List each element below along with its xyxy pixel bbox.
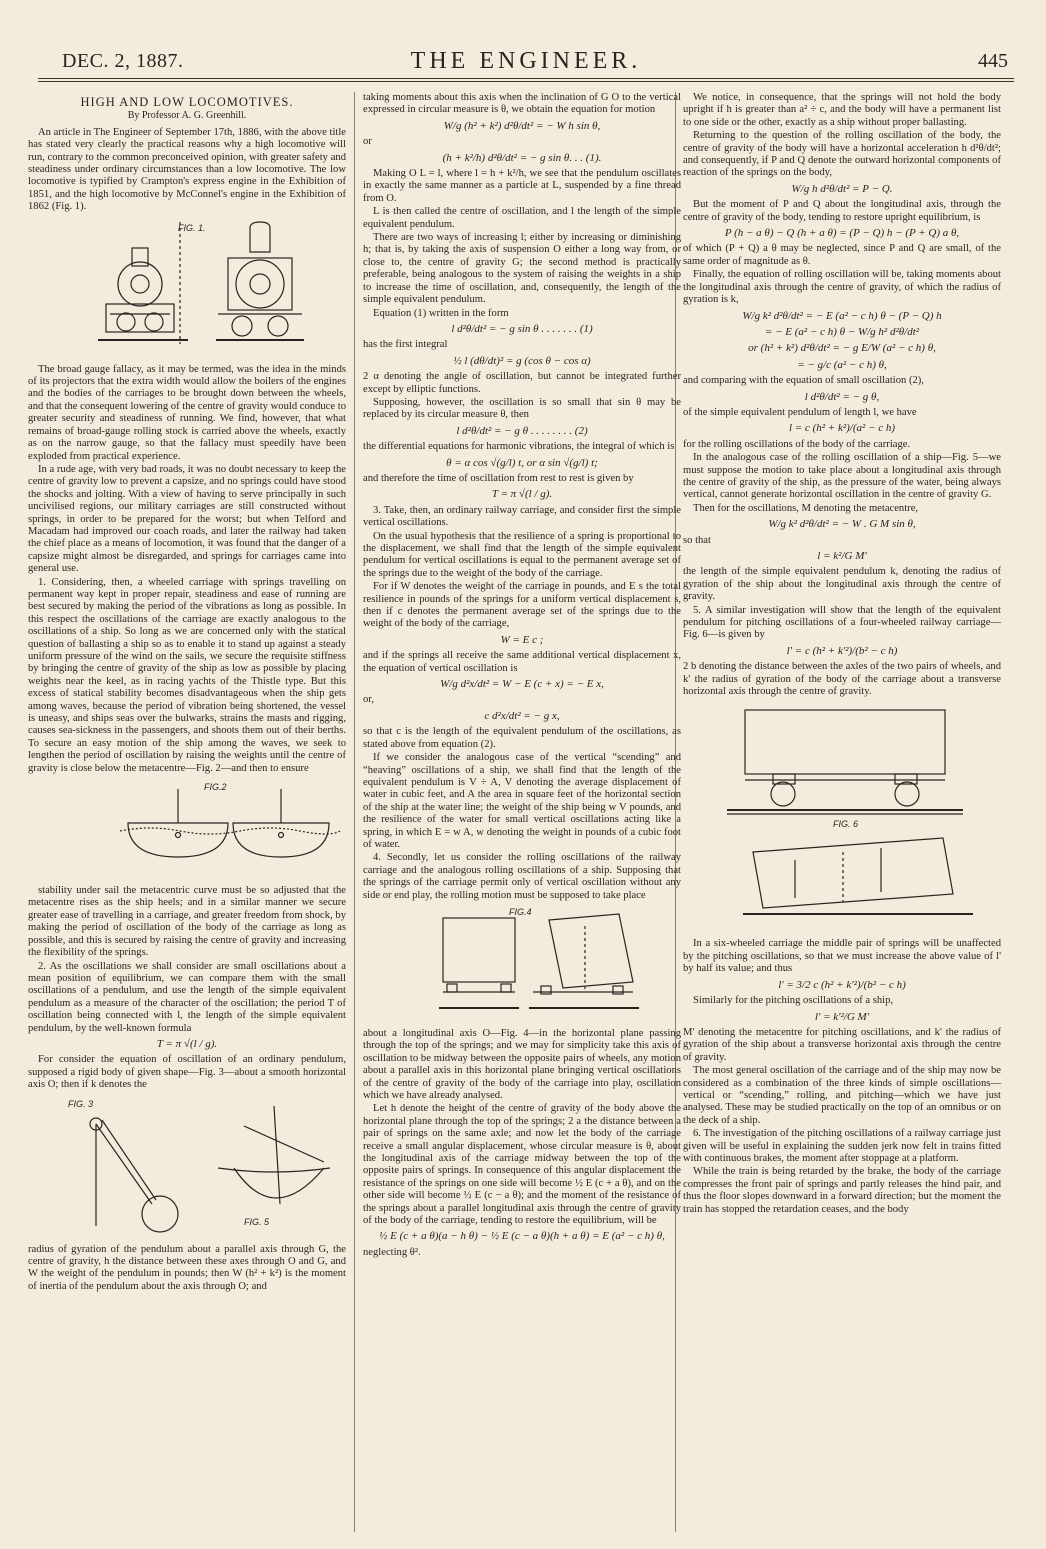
- locomotive-diagram: [28, 218, 346, 358]
- equation: l = k²/G M': [817, 550, 867, 562]
- paragraph: for the rolling oscillations of the body of the carriage.: [683, 438, 911, 450]
- equation: W/g d²x/dt² = W − E (c + x) = − E x,: [440, 678, 604, 691]
- paragraph: M' denoting the metacentre for pitching oscillations, and k' the radius of gyration of the ship about a transverse horizontal axis through the centre of gravity.: [683, 1026, 1001, 1063]
- equation: θ = α cos √(g/l) t, or α sin √(g/l) t;: [446, 456, 598, 469]
- text: or,: [363, 694, 375, 706]
- equation: T = π √(l / g).: [491, 488, 553, 501]
- paragraph: The broad gauge fallacy, as it may be termed, was the idea in the minds of its projectors that the extra width would allow the boilers of the engines and the bodies of the carriages to be brought down between the wheels, and that the consequent lowering of the centre of gravity would conduce to greater security and steadiness of running. We find, however, that what remains of broad-gauge rolling stock is carried above the wheels, exactly as on the narrow gauge, so that the fallacy must speedily have been exploded from practical experience.: [28, 363, 346, 462]
- paragraph: While the train is being retarded by the brake, the body of the carriage compresses the front pair of springs and partly releases the hind pair, and thus the floor slopes downward in a forward direction; but the moment the train has stopped the retardation ceases, and the body: [683, 1166, 1001, 1215]
- equation: W = E c ;: [500, 633, 544, 646]
- paragraph: If we consider the analogous case of the vertical “scending” and “heaving” oscillations of a ship, we shall find that the length of the equivalent pendulum is V ÷ A, V denoting the average displacement of water in cubic feet, and A the area in square feet of the horizontal section of the ship at the water line; the weight of the ship being w V pounds, and the resilience of the water for small vertical oscillations acting like a spring, in which E = w A, w denoting the weight in pounds of a cubic foot of water.: [363, 752, 681, 850]
- paragraph: 2 b denoting the distance between the axles of the two pairs of wheels, and k' the radius of gyration of the body of the carriage about a transverse horizontal axis through the centre of gravity.: [683, 661, 1001, 698]
- figure-4-carriage-section: [363, 906, 681, 1022]
- text: or: [363, 136, 372, 148]
- paragraph: Making O L = l, where l = h + k²/h, we see that the pendulum oscillates in exactly the same manner as a particle at L, suspended by a fine thread from O.: [363, 168, 681, 204]
- paragraph: For consider the equation of oscillation of an ordinary pendulum, supposed a rigid body of given shape—Fig. 3—about a smooth horizontal axis O; then if k denotes the: [28, 1054, 346, 1091]
- equation: T = π √(l / g).: [156, 1037, 218, 1050]
- paragraph: On the usual hypothesis that the resilience of a spring is proportional to the displacement, we shall find that the length of the simple equivalent pendulum for vertical oscillations is equal to the permanent average set of the springs due to the weight of the body of the carriage.: [363, 530, 681, 579]
- figure-label: FIG. 3: [68, 1098, 94, 1109]
- text: so that: [683, 534, 711, 546]
- carriage-section-diagram: [363, 906, 681, 1022]
- equation: l' = 3/2 c (h² + k'²)/(b² − c h): [778, 978, 906, 991]
- paragraph: Returning to the question of the rolling oscillation of the body, the centre of gravity of the body will have a horizontal acceleration h d²θ/dt²; and consequently, if P and Q denote the outward horizontal components of reaction of the springs on the body,: [683, 130, 1001, 179]
- paragraph: In a six-wheeled carriage the middle pair of springs will be unaffected by the pitching oscillations, so that we must increase the above value of l' by half its value; and thus: [683, 938, 1001, 975]
- equation: = − g/c (a² − c h) θ,: [797, 358, 887, 371]
- pendulum-diagram: [28, 1096, 346, 1238]
- ship-diagram: [28, 779, 346, 879]
- paragraph: so that c is the length of the equivalent pendulum of the oscillations, as stated above from equation (2).: [363, 726, 681, 750]
- paragraph: In the analogous case of the rolling oscillation of a ship—Fig. 5—we must suppose the motion to take place about a longitudinal axis through the centre of gravity of the ship, as the pressure of the water, being always vertical, cannot generate horizontal oscillation in the centre of gravity G.: [683, 452, 1001, 501]
- paragraph: 3. Take, then, an ordinary railway carriage, and consider first the simple vertical oscillations.: [363, 504, 681, 529]
- paragraph: of which (P + Q) a θ may be neglected, since P and Q are small, of the same order of magnitude as θ.: [683, 243, 1001, 267]
- column-1: [28, 92, 346, 1294]
- carriage-pitching-diagram: [683, 702, 1001, 932]
- equation: = − E (a² − c h) θ − W/g h² d²θ/dt²: [764, 325, 920, 338]
- equation: l d²θ/dt² = − g sin θ . . . . . . . (1): [451, 322, 593, 335]
- paragraph: taking moments about this axis when the inclination of G O to the vertical expressed in circular measure is θ, we obtain the equation for motion: [363, 92, 681, 116]
- paragraph: the differential equations for harmonic vibrations, the integral of which is: [363, 441, 675, 453]
- paragraph: has the first integral: [363, 339, 448, 351]
- equation: W/g h d²θ/dt² = P − Q.: [791, 182, 893, 195]
- paragraph: There are two ways of increasing l; either by increasing or diminishing h; that is, by taking the axis of suspension O either a long way from, or close to, the centre of gravity G; the second method is practically preferable, being analogous to the system of raising the weights in a ship to increase the time of oscillation, and, consequently, the length of the simple equivalent pendulum.: [363, 232, 681, 306]
- article-byline: By Professor A. G. Greenhill.: [127, 110, 247, 122]
- figure-1-locomotives: [28, 218, 346, 358]
- issue-date: DEC. 2, 1887.: [62, 50, 184, 72]
- column-divider: [354, 92, 355, 1532]
- paragraph: Similarly for the pitching oscillations of a ship,: [693, 995, 894, 1007]
- paragraph: For if W denotes the weight of the carriage in pounds, and E s the total resilience in pounds of the springs for a uniform vertical displacement s, then if c denotes the permanent average set of the springs due to the weight of the body of the carriage,: [363, 581, 681, 630]
- figure-label: FIG. 6: [833, 819, 859, 830]
- equation: l d²θ/dt² = − g θ . . . . . . . . (2): [456, 424, 588, 437]
- paragraph: about a longitudinal axis O—Fig. 4—in the horizontal plane passing through the top of the springs; and we may for simplicity take this axis of oscillation to be midway between the opposite pairs of wheels, any motion about a parallel axis in this horizontal plane bringing vertical oscillations of the centre of gravity of the body of the carriage into play, oscillation which we have already analysed.: [363, 1027, 681, 1101]
- paragraph: and comparing with the equation of small oscillation (2),: [683, 375, 924, 387]
- figure-2-ships: [28, 779, 346, 879]
- paragraph: Equation (1) written in the form: [373, 307, 509, 319]
- paragraph: We notice, in consequence, that the springs will not hold the body upright if h is greater than a² ÷ c, and the body will have a permanent list to one side or the other, exactly as a ship without proper ballasting.: [683, 92, 1001, 128]
- figure-label: FIG.4: [509, 906, 532, 917]
- equation: ½ E (c + a θ)(a − h θ) − ½ E (c − a θ)(h + a θ) = E (a² − c h) θ,: [379, 1230, 665, 1243]
- figure-6-carriage-pitching: [683, 702, 1001, 932]
- paragraph: 2. As the oscillations we shall consider are small oscillations about a mean position of equilibrium, we can compare them with the small oscillations of a pendulum, and use the length of the simple equivalent pendulum as a measure of the character of the oscillation; the period T of oscillation being connected with l, the length of the simple equivalent pendulum, by the well-known formula: [28, 960, 346, 1034]
- equation: ½ l (dθ/dt)² = g (cos θ − cos α): [453, 354, 591, 367]
- paragraph: The most general oscillation of the carriage and of the ship may now be considered as a combination of the three kinds of simple oscillations—vertical or “scending,” rolling, and pitching—which we have just analysed. These may be studied practically on the top of an omnibus or on the deck of a ship.: [683, 1065, 1001, 1126]
- paragraph: Supposing, however, the oscillation is so small that sin θ may be replaced by its circular measure θ, then: [363, 396, 681, 421]
- equation: W/g k² d²θ/dt² = − E (a² − c h) θ − (P − Q) h: [742, 309, 942, 322]
- equation: P (h − a θ) − Q (h + a θ) = (P − Q) h − (P + Q) a θ,: [724, 227, 960, 240]
- equation: l = c (h² + k²)/(a² − c h): [788, 422, 896, 435]
- masthead: THE ENGINEER.: [410, 48, 642, 74]
- paragraph: 2 α denoting the angle of oscillation, but cannot be integrated further except by elliptic functions.: [363, 371, 681, 395]
- paragraph: radius of gyration of the pendulum about a parallel axis through G, the centre of gravity, h the distance between these axes through O and G, and W the weight of the pendulum in pounds; then W (h² + k²) is the moment of inertia of the pendulum about the axis through O; and: [28, 1243, 346, 1292]
- paragraph: 5. A similar investigation will show that the length of the equivalent pendulum for pitching oscillations of a four-wheeled railway carriage—Fig. 6—is given by: [683, 604, 1001, 641]
- paragraph: But the moment of P and Q about the longitudinal axis, through the centre of gravity of the body, tending to restore upright equilibrium, is: [683, 199, 1001, 223]
- article-title: HIGH AND LOW LOCOMOTIVES.: [80, 95, 294, 109]
- equation: l' = c (h² + k'²)/(b² − c h): [786, 644, 898, 657]
- paragraph: 1. Considering, then, a wheeled carriage with springs travelling on permanent way kept in proper repair, steadiness and ease of running are best secured by making the period of the vibrations as long as possible. In this respect the oscillations of the carriage are exactly analogous to the oscillations of a ship. So long as we are concerned only with the statical question of ballasting a ship so as to enable it to stand up against a steady uniform pressure of the wind on the sails, we secure the requisite stiffness by bringing the centre of gravity of the ship as low as possible by placing weights near the keel, as in racing yachts of the Thistle type. But this excess of statical stability becomes disadvantageous when the ship gets among waves, because the period of vibration being shortened, the vessel is uneasy, and ships seas over the bulwarks, strains the masts and rigging, causes sea-sickness in the passengers, and shoots them out of their berths. To secure an easy motion of the ship among the waves, we seek to lengthen the period of oscillation by raising the weights until the centre of gravity is close below the metacentre—Fig. 2—and then to ensure: [28, 576, 346, 774]
- paragraph: and if the springs all receive the same additional vertical displacement x, the equation of vertical oscillation is: [363, 650, 681, 674]
- page-header: [38, 46, 1014, 82]
- equation: l d²θ/dt² = − g θ,: [804, 390, 880, 403]
- column-2: [363, 92, 681, 1260]
- paragraph: Finally, the equation of rolling oscillation will be, taking moments about the longitudinal axis through the centre of gravity, of which the radius of gyration is k,: [683, 269, 1001, 306]
- paragraph: and therefore the time of oscillation from rest to rest is given by: [363, 472, 634, 484]
- paragraph: In a rude age, with very bad roads, it was no doubt necessary to keep the centre of gravity low to prevent a capsize, and no springs could have stood the shocks and jolting. With a view of having to serve principally in such uncivilised regions, our military carriages are still constructed without springs, in order to be prepared for the worst; but when Telford and Macadam had improved our coach roads, and later the railway had taken the chief place as a means of locomotion, it was found that the danger of a capsize might almost be disregarded, and springs for carriages came into general use.: [28, 463, 346, 575]
- equation: or (h² + k²) d²θ/dt² = − g E/W (a² − c h) θ,: [748, 342, 936, 355]
- text: neglecting θ².: [363, 1246, 421, 1258]
- equation: (h + k²/h) d²θ/dt² = − g sin θ. . . (1).: [442, 151, 602, 164]
- paragraph: of the simple equivalent pendulum of length l, we have: [683, 406, 917, 418]
- paragraph: stability under sail the metacentric curve must be so adjusted that the metacentre rises as the ship heels; and in a similar manner we secure greater ease of travelling in a carriage, and greater freedom from shock, by making the period of oscillation of the body of the carriage as long as possible, and this is secured by raising the centre of gravity and increasing the flexibility of the springs.: [28, 885, 346, 959]
- equation: c d²x/dt² = − g x,: [484, 709, 560, 722]
- figure-label: FIG. 5: [244, 1216, 270, 1227]
- figure-label: FIG. 1.: [178, 222, 206, 233]
- header-rule-2: [38, 81, 1014, 82]
- paragraph: 6. The investigation of the pitching oscillations of a railway carriage just given will be useful in explaining the sudden jerk now felt in trains fitted with continuous brakes, the moment after stoppage at a platform.: [683, 1128, 1001, 1164]
- paragraph: Then for the oscillations, M denoting the metacentre,: [693, 502, 919, 514]
- paragraph: L is then called the centre of oscillation, and l the length of the simple equivalent pendulum.: [363, 206, 681, 230]
- figure-label: FIG.2: [204, 782, 227, 793]
- figure-3-and-5-pendulum: [28, 1096, 346, 1238]
- header-rule: [38, 78, 1014, 79]
- paragraph: An article in The Engineer of September 17th, 1886, with the above title has stated very clearly the practical reasons why a high locomotive will run, contrary to the common preconceived opinion, with greater safety and steadiness under ordinary circumstances than a low locomotive. The low locomotive is typified by Crampton's express engine in the Exhibition of 1851, and the high locomotive by McConnel's engine in the Exhibition of 1862 (Fig. 1).: [28, 126, 346, 213]
- equation: W/g (h² + k²) d²θ/dt² = − W h sin θ,: [443, 119, 601, 132]
- equation: l' = k'²/G M': [814, 1010, 870, 1023]
- equation: W/g k² d²θ/dt² = − W . G M sin θ,: [768, 518, 916, 531]
- paragraph: the length of the simple equivalent pendulum k, denoting the radius of gyration of the ship about the longitudinal axis through the centre of gravity.: [683, 566, 1001, 603]
- page-number: 445: [978, 50, 1008, 72]
- paragraph: Let h denote the height of the centre of gravity of the body above the horizontal plane through the top of the springs; 2 a the distance between a pair of springs on the same axle; and now let the body of the carriage receive a small angular displacement, whose circular measure is θ, about the longitudinal axis of the carriage midway between the top of the opposite pairs of springs. In consequence of this angular displacement the resistance of the springs on one side will become ½ E (c + a θ), and on the other side will become ½ E (c − a θ); and the moment of the resistance of the springs about a parallel longitudinal axis through the centre of gravity of the body of the carriage, tending to restore the equilibrium, will be: [363, 1103, 681, 1227]
- column-3: [683, 92, 1001, 1217]
- paragraph: 4. Secondly, let us consider the rolling oscillations of the railway carriage and the analogous rolling oscillations of a ship. Supposing that the springs of the carriage permit only of vertical oscillation without any side or end play, the rolling motion must be supposed to take place: [363, 852, 681, 901]
